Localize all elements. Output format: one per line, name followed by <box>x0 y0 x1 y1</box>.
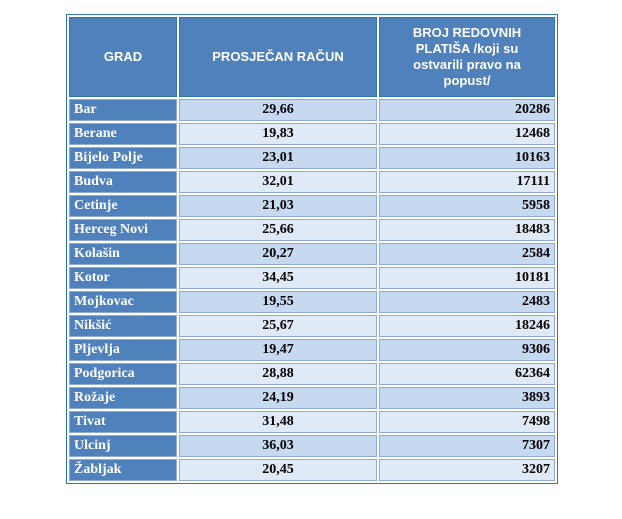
city-cell: Žabljak <box>69 459 177 481</box>
avg-bill-cell: 34,45 <box>179 267 377 289</box>
payers-cell: 2483 <box>379 291 555 313</box>
avg-bill-cell: 23,01 <box>179 147 377 169</box>
city-cell: Kolašin <box>69 243 177 265</box>
table-row <box>69 339 555 361</box>
header-payers <box>379 17 555 97</box>
city-cell: Nikšić <box>69 315 177 337</box>
payers-cell: 17111 <box>379 171 555 193</box>
city-cell: Bijelo Polje <box>69 147 177 169</box>
avg-bill-cell: 20,27 <box>179 243 377 265</box>
payers-cell: 3207 <box>379 459 555 481</box>
payers-cell: 18246 <box>379 315 555 337</box>
avg-bill-cell: 28,88 <box>179 363 377 385</box>
avg-bill-cell: 21,03 <box>179 195 377 217</box>
avg-bill-cell: 31,48 <box>179 411 377 433</box>
payers-cell: 12468 <box>379 123 555 145</box>
table-row <box>69 435 555 457</box>
table-row <box>69 387 555 409</box>
table-header-row <box>69 17 555 97</box>
table-row <box>69 123 555 145</box>
payers-cell: 3893 <box>379 387 555 409</box>
payers-cell: 62364 <box>379 363 555 385</box>
payers-cell: 10181 <box>379 267 555 289</box>
city-cell: Ulcinj <box>69 435 177 457</box>
avg-bill-cell: 19,47 <box>179 339 377 361</box>
city-cell: Pljevlja <box>69 339 177 361</box>
table-row <box>69 243 555 265</box>
city-cell: Rožaje <box>69 387 177 409</box>
payers-cell: 10163 <box>379 147 555 169</box>
city-cell: Bar <box>69 99 177 121</box>
payers-cell: 18483 <box>379 219 555 241</box>
table-row <box>69 267 555 289</box>
payers-cell: 5958 <box>379 195 555 217</box>
payers-cell: 7307 <box>379 435 555 457</box>
avg-bill-cell: 32,01 <box>179 171 377 193</box>
table-row <box>69 411 555 433</box>
table-row <box>69 291 555 313</box>
city-table-container <box>66 14 553 480</box>
table-body <box>69 99 555 481</box>
payers-cell: 2584 <box>379 243 555 265</box>
city-cell: Podgorica <box>69 363 177 385</box>
table-row <box>69 315 555 337</box>
city-cell: Berane <box>69 123 177 145</box>
table-row <box>69 171 555 193</box>
table-row <box>69 363 555 385</box>
avg-bill-cell: 25,67 <box>179 315 377 337</box>
city-cell: Herceg Novi <box>69 219 177 241</box>
avg-bill-cell: 19,55 <box>179 291 377 313</box>
header-payers-text: BROJ REDOVNIH PLATIŠA /koji su ostvarili pravo na popust/ <box>412 25 522 88</box>
city-cell: Kotor <box>69 267 177 289</box>
avg-bill-cell: 36,03 <box>179 435 377 457</box>
payers-cell: 20286 <box>379 99 555 121</box>
table-row <box>69 459 555 481</box>
avg-bill-cell: 29,66 <box>179 99 377 121</box>
city-billing-table <box>66 14 558 484</box>
payers-cell: 9306 <box>379 339 555 361</box>
header-city: GRAD <box>69 17 177 97</box>
table-row <box>69 99 555 121</box>
avg-bill-cell: 25,66 <box>179 219 377 241</box>
city-cell: Budva <box>69 171 177 193</box>
table-row <box>69 147 555 169</box>
avg-bill-cell: 20,45 <box>179 459 377 481</box>
table-row <box>69 219 555 241</box>
city-cell: Tivat <box>69 411 177 433</box>
header-avg-bill: PROSJEČAN RAČUN <box>179 17 377 97</box>
city-cell: Cetinje <box>69 195 177 217</box>
avg-bill-cell: 24,19 <box>179 387 377 409</box>
table-row <box>69 195 555 217</box>
payers-cell: 7498 <box>379 411 555 433</box>
city-cell: Mojkovac <box>69 291 177 313</box>
avg-bill-cell: 19,83 <box>179 123 377 145</box>
